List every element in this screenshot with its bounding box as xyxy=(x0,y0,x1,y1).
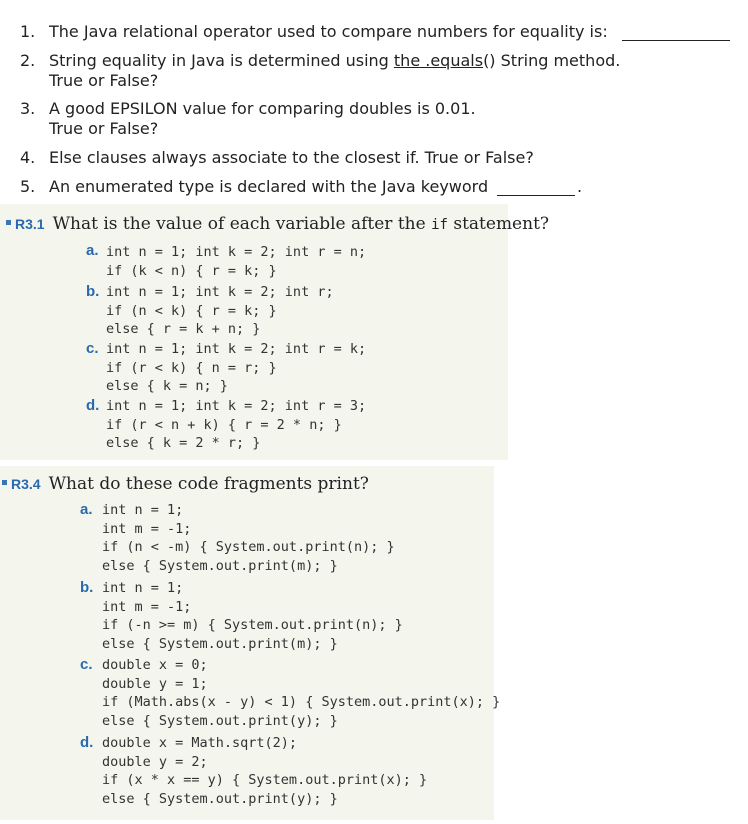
answer-blank[interactable] xyxy=(497,179,575,196)
exercise-id: R3.1 xyxy=(15,216,45,232)
item-period: . xyxy=(577,177,583,196)
code-block: double x = Math.sqrt(2); double y = 2; if (x * x == y) { System.out.print(x); } else { System.out.print(y); } xyxy=(102,735,428,807)
item-number: 5. xyxy=(20,177,36,196)
code-block: int n = 1; int k = 2; int r; if (n < k) { r = k; } else { r = k + n; } xyxy=(106,284,334,337)
item-number: 3. xyxy=(20,99,36,118)
part-label: a. xyxy=(86,242,99,259)
item-subtext: True or False? xyxy=(49,71,159,90)
item-text: A good EPSILON value for comparing doubles is 0.01. xyxy=(49,99,476,118)
part-label: a. xyxy=(80,501,93,518)
exercise-r3-1 xyxy=(0,204,550,460)
part-label: d. xyxy=(80,734,94,751)
item-number: 4. xyxy=(20,148,36,167)
item-number: 2. xyxy=(20,51,36,70)
item-text: An enumerated type is declared with the Java keyword xyxy=(49,177,489,196)
item-text: Else clauses always associate to the closest if. True or False? xyxy=(49,148,534,167)
part-label: c. xyxy=(86,340,99,357)
bullet-icon xyxy=(6,220,11,225)
code-block: double x = 0; double y = 1; if (Math.abs(x - y) < 1) { System.out.print(x); } else { System.out.print(y); } xyxy=(102,657,501,729)
part-label: b. xyxy=(86,283,100,300)
code-block: int n = 1; int k = 2; int r = 3; if (r < n + k) { r = 2 * n; } else { k = 2 * r; } xyxy=(106,398,367,451)
code-block: int n = 1; int m = -1; if (-n >= m) { System.out.print(n); } else { System.out.print(m); } xyxy=(102,580,403,652)
item-subtext: True or False? xyxy=(49,119,159,138)
answer-blank[interactable] xyxy=(622,24,730,41)
part-label: d. xyxy=(86,397,100,414)
code-block: int n = 1; int m = -1; if (n < -m) { System.out.print(n); } else { System.out.print(m); } xyxy=(102,502,395,574)
exercise-r3-4 xyxy=(0,466,501,820)
bullet-icon xyxy=(2,480,7,485)
exercise-id: R3.4 xyxy=(11,476,41,492)
exercise-heading: R3.1 What is the value of each variable after the if statement? xyxy=(6,214,549,234)
part-label: b. xyxy=(80,579,94,596)
item-text: String equality in Java is determined using the .equals() String method. xyxy=(49,51,621,70)
code-block: int n = 1; int k = 2; int r = n; if (k < n) { r = k; } xyxy=(106,244,367,279)
underlined-text: the .equals xyxy=(393,51,484,70)
item-text: The Java relational operator used to compare numbers for equality is: xyxy=(49,22,608,41)
item-number: 1. xyxy=(20,22,36,41)
exercise-heading: R3.4 What do these code fragments print? xyxy=(2,474,369,494)
part-label: c. xyxy=(80,656,93,673)
code-block: int n = 1; int k = 2; int r = k; if (r < k) { n = r; } else { k = n; } xyxy=(106,341,367,394)
